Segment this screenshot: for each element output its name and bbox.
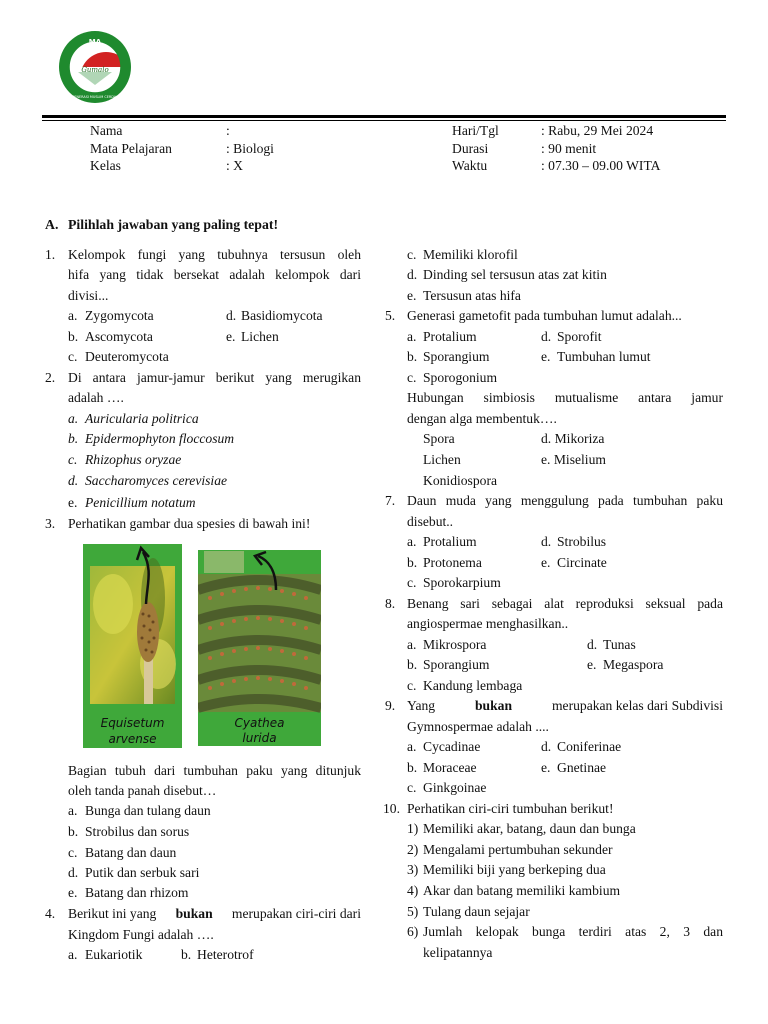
- q9-line1-part1: Yang: [407, 698, 439, 713]
- q5-option-b: Sporangium: [423, 349, 490, 364]
- q6-option-d: d. Mikoriza: [541, 431, 605, 446]
- q8-option-e: Megaspora: [603, 657, 664, 672]
- value-mapel: : Biologi: [226, 141, 274, 156]
- q4-number: 4.: [45, 906, 56, 921]
- q4-line1-part2: merupakan ciri-ciri dari: [228, 906, 361, 921]
- q4-text-line2: Kingdom Fungi adalah ….: [68, 927, 214, 942]
- cyathea-caption-2: lurida: [242, 731, 277, 745]
- q2-letter-d: d.: [68, 473, 79, 488]
- q4-letter-d: d.: [407, 267, 418, 282]
- q1-option-a: Zygomycota: [85, 308, 154, 323]
- q5-letter-b: b.: [407, 349, 418, 364]
- q5-letter-c: c.: [407, 370, 417, 385]
- q3-option-a: Bunga dan tulang daun: [85, 803, 211, 818]
- q10-number: 10.: [383, 801, 400, 816]
- q1-option-b: Ascomycota: [85, 329, 153, 344]
- q4-option-c: Memiliki klorofil: [423, 247, 518, 262]
- q3-text-line2: Bagian tubuh dari tumbuhan paku yang ditunjuk: [68, 763, 361, 778]
- label-hari: Hari/Tgl: [452, 123, 499, 138]
- q1-letter-a: a.: [68, 308, 78, 323]
- q9-number: 9.: [385, 698, 396, 713]
- q10-item-num-5: 5): [407, 904, 419, 919]
- school-logo: [58, 30, 132, 104]
- q5-option-d: Sporofit: [557, 329, 602, 344]
- q1-letter-c: c.: [68, 349, 78, 364]
- header-rule-thick: [42, 115, 726, 118]
- label-mapel: Mata Pelajaran: [90, 141, 172, 156]
- q1-text-line1: Kelompok fungi yang tubuhnya tersusun oleh: [68, 247, 361, 262]
- q5-number: 5.: [385, 308, 396, 323]
- q4-line1-bukan: bukan: [175, 906, 213, 921]
- q3-text-line3: oleh tanda panah disebut…: [68, 783, 217, 798]
- q10-item-num-6: 6): [407, 924, 419, 939]
- q7-option-e: Circinate: [557, 555, 607, 570]
- label-nama: Nama: [90, 123, 123, 138]
- q3-number: 3.: [45, 516, 56, 531]
- q1-text-line3: divisi...: [68, 288, 109, 303]
- q2-option-c: Rhizophus oryzae: [85, 452, 182, 467]
- q7-text-line2: disebut..: [407, 514, 454, 529]
- q7-option-c: Sporokarpium: [423, 575, 501, 590]
- q1-option-c: Deuteromycota: [85, 349, 169, 364]
- q9-letter-b: b.: [407, 760, 418, 775]
- q8-option-c: Kandung lembaga: [423, 678, 523, 693]
- q8-letter-c: c.: [407, 678, 417, 693]
- q10-item-3: Memiliki biji yang berkeping dua: [423, 862, 606, 877]
- q5-option-a: Protalium: [423, 329, 477, 344]
- q3-letter-b: b.: [68, 824, 79, 839]
- q9-text-line1: [407, 698, 723, 714]
- q2-letter-a: a.: [68, 411, 79, 426]
- q4-text-line1: [68, 906, 361, 922]
- q3-letter-e: e.: [68, 885, 78, 900]
- q3-letter-c: c.: [68, 845, 78, 860]
- logo-top-text: MA: [88, 38, 102, 46]
- q6-text-line1: Hubungan simbiosis mutualisme antara jamur: [407, 390, 723, 405]
- q6-text-line2: dengan alga membentuk….: [407, 411, 557, 426]
- q4-option-d: Dinding sel tersusun atas zat kitin: [423, 267, 607, 282]
- q4-option-b: Heterotrof: [197, 947, 254, 962]
- q10-item-4: Akar dan batang memiliki kambium: [423, 883, 621, 898]
- q7-letter-b: b.: [407, 555, 418, 570]
- q4-letter-a: a.: [68, 947, 78, 962]
- q10-item-num-1: 1): [407, 821, 419, 836]
- q7-letter-a: a.: [407, 534, 417, 549]
- q6-option-a: Spora: [423, 431, 455, 446]
- q4-letter-c: c.: [407, 247, 417, 262]
- q8-number: 8.: [385, 596, 396, 611]
- cyathea-image: [198, 550, 321, 746]
- q9-option-c: Ginkgoinae: [423, 780, 487, 795]
- q5-letter-d: d.: [541, 329, 552, 344]
- label-waktu: Waktu: [452, 158, 488, 173]
- q5-letter-e: e.: [541, 349, 551, 364]
- value-nama: :: [226, 123, 230, 138]
- q3-option-d: Putik dan serbuk sari: [85, 865, 200, 880]
- q9-option-a: Cycadinae: [423, 739, 481, 754]
- q9-letter-d: d.: [541, 739, 552, 754]
- q5-letter-a: a.: [407, 329, 417, 344]
- value-durasi: : 90 menit: [541, 141, 597, 156]
- q9-letter-e: e.: [541, 760, 551, 775]
- q10-item-num-4: 4): [407, 883, 419, 898]
- q8-letter-a: a.: [407, 637, 417, 652]
- q9-option-d: Coniferinae: [557, 739, 622, 754]
- q9-line1-bukan: bukan: [475, 698, 513, 713]
- q5-option-c: Sporogonium: [423, 370, 498, 385]
- q7-text-line1: Daun muda yang menggulung pada tumbuhan paku: [407, 493, 723, 508]
- q10-item-5: Tulang daun sejajar: [423, 904, 530, 919]
- q1-letter-e: e.: [226, 329, 236, 344]
- q7-option-a: Protalium: [423, 534, 477, 549]
- q9-letter-c: c.: [407, 780, 417, 795]
- q2-text-line1: Di antara jamur-jamur berikut yang merugikan: [68, 370, 361, 385]
- cyathea-caption-1: Cyathea: [234, 716, 285, 730]
- q2-letter-b: b.: [68, 431, 79, 446]
- q10-item-1: Memiliki akar, batang, daun dan bunga: [423, 821, 636, 836]
- q10-item-2: Mengalami pertumbuhan sekunder: [423, 842, 613, 857]
- q4-option-a: Eukariotik: [85, 947, 143, 962]
- q2-option-a: Auricularia politrica: [85, 411, 199, 426]
- q3-letter-a: a.: [68, 803, 78, 818]
- q3-option-e: Batang dan rhizom: [85, 885, 189, 900]
- q4-letter-e: e.: [407, 288, 417, 303]
- q2-text-line2: adalah ….: [68, 390, 124, 405]
- q10-item-num-2: 2): [407, 842, 419, 857]
- q2-option-b: Epidermophyton floccosum: [85, 431, 235, 446]
- section-title: Pilihlah jawaban yang paling tepat!: [68, 217, 279, 232]
- q10-item-6-line1: Jumlah kelopak bunga terdiri atas 2, 3 dan: [423, 924, 723, 939]
- q7-number: 7.: [385, 493, 396, 508]
- q9-text-line2: Gymnospermae adalah ....: [407, 719, 549, 734]
- q3-text-line1: Perhatikan gambar dua spesies di bawah ini!: [68, 516, 311, 531]
- q1-number: 1.: [45, 247, 56, 262]
- section-letter: A.: [45, 217, 59, 232]
- q6-option-c: Konidiospora: [423, 473, 498, 488]
- q7-option-d: Strobilus: [557, 534, 607, 549]
- q4-letter-b: b.: [181, 947, 192, 962]
- q5-option-e: Tumbuhan lumut: [557, 349, 651, 364]
- equisetum-image: [83, 544, 182, 748]
- q7-letter-e: e.: [541, 555, 551, 570]
- q8-option-a: Mikrospora: [423, 637, 487, 652]
- value-hari: : Rabu, 29 Mei 2024: [541, 123, 654, 138]
- q1-letter-d: d.: [226, 308, 237, 323]
- q8-text-line2: angiospermae menghasilkan..: [407, 616, 569, 631]
- equisetum-caption-1: Equisetum: [100, 716, 165, 730]
- equisetum-caption-2: arvense: [108, 732, 157, 746]
- q3-letter-d: d.: [68, 865, 79, 880]
- logo-ring-text: GENERASI MUSLIM CERDAS: [71, 95, 119, 99]
- value-waktu: : 07.30 – 09.00 WITA: [541, 158, 661, 173]
- q4-line1-part1: Berikut ini yang: [68, 906, 160, 921]
- q8-letter-b: b.: [407, 657, 418, 672]
- q9-letter-a: a.: [407, 739, 417, 754]
- q1-option-e: Lichen: [241, 329, 279, 344]
- value-kelas: : X: [226, 158, 243, 173]
- q9-option-e: Gnetinae: [557, 760, 607, 775]
- q4-option-e: Tersusun atas hifa: [423, 288, 521, 303]
- q9-line1-part2: merupakan kelas dari Subdivisi: [548, 698, 723, 713]
- q7-letter-d: d.: [541, 534, 552, 549]
- q9-option-b: Moraceae: [423, 760, 477, 775]
- q2-letter-c: c.: [68, 452, 78, 467]
- q1-text-line2: hifa yang tidak bersekat adalah kelompok dari: [68, 267, 361, 282]
- q7-letter-c: c.: [407, 575, 417, 590]
- q3-option-c: Batang dan daun: [85, 845, 177, 860]
- q2-option-e: Penicillium notatum: [85, 495, 196, 510]
- q3-option-b: Strobilus dan sorus: [85, 824, 190, 839]
- q1-letter-b: b.: [68, 329, 79, 344]
- logo-inner-text: Gumalo: [81, 66, 109, 74]
- q10-text-line1: Perhatikan ciri-ciri tumbuhan berikut!: [407, 801, 614, 816]
- q2-letter-e: e.: [68, 495, 78, 510]
- q8-letter-d: d.: [587, 637, 598, 652]
- header-rule-thin: [42, 120, 726, 121]
- q6-option-b: Lichen: [423, 452, 461, 467]
- q2-number: 2.: [45, 370, 56, 385]
- label-durasi: Durasi: [452, 141, 489, 156]
- q8-option-b: Sporangium: [423, 657, 490, 672]
- q2-option-d: Saccharomyces cerevisiae: [85, 473, 228, 488]
- q7-option-b: Protonema: [423, 555, 482, 570]
- q8-text-line1: Benang sari sebagai alat reproduksi seksual pada: [407, 596, 723, 611]
- label-kelas: Kelas: [90, 158, 121, 173]
- q8-option-d: Tunas: [603, 637, 636, 652]
- q1-option-d: Basidiomycota: [241, 308, 323, 323]
- q10-item-num-3: 3): [407, 862, 419, 877]
- q6-option-e: e. Miselium: [541, 452, 606, 467]
- q5-text-line1: Generasi gametofit pada tumbuhan lumut adalah...: [407, 308, 682, 323]
- q8-letter-e: e.: [587, 657, 597, 672]
- q10-item-6-line2: kelipatannya: [423, 945, 493, 960]
